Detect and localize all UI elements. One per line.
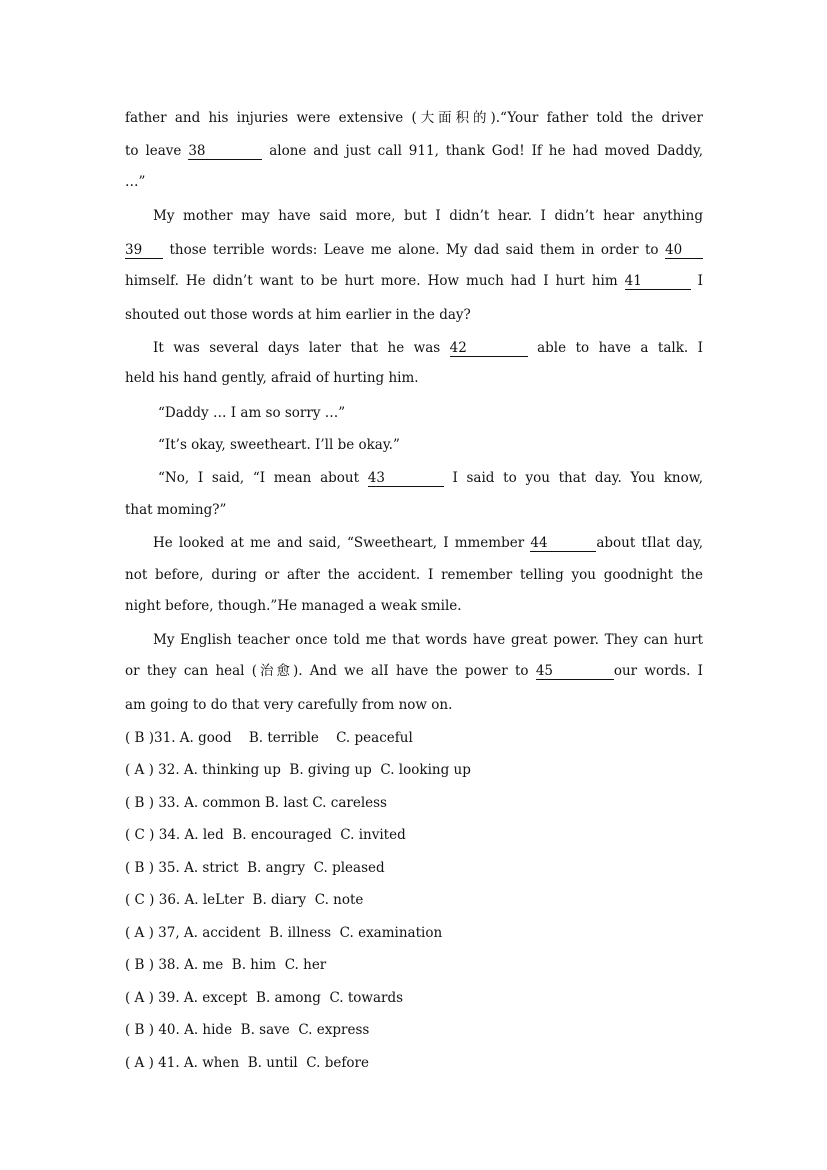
passage-line: It was several days later that he was 42 able to have a talk. I — [153, 340, 703, 356]
passage-line: …” — [125, 174, 146, 190]
blank-38: 38 — [188, 143, 262, 160]
blank-40: 40 — [665, 242, 703, 259]
passage-line: held his hand gently, afraid of hurting him. — [125, 370, 419, 386]
answer-item: ( A ) 37, A. accident B. illness C. examination — [125, 925, 443, 941]
passage-line: shouted out those words at him earlier in the day? — [125, 307, 471, 323]
answer-item: ( B ) 40. A. hide B. save C. express — [125, 1022, 370, 1038]
passage-line: My English teacher once told me that words have great power. They can hurt — [153, 632, 703, 648]
passage-line: himself. He didn’t want to be hurt more. How much had I hurt him 41 I — [125, 273, 704, 289]
passage-line: am going to do that very carefully from now on. — [125, 697, 453, 713]
passage-line: to leave 38 alone and just call 911, thank God! If he had moved Daddy, — [125, 143, 704, 159]
blank-43: 43 — [368, 470, 444, 487]
passage-line: My mother may have said more, but I didn’t hear. I didn’t hear anything — [153, 208, 703, 224]
blank-45: 45 — [536, 663, 614, 680]
answer-item: ( B ) 38. A. me B. him C. her — [125, 957, 327, 973]
answer-item: ( C ) 34. A. led B. encouraged C. invited — [125, 827, 406, 843]
answer-item: ( A ) 32. A. thinking up B. giving up C. looking up — [125, 762, 471, 778]
passage-line: night before, though.”He managed a weak smile. — [125, 598, 462, 614]
passage-line: 39 those terrible words: Leave me alone. My dad said them in order to 40 — [125, 240, 703, 260]
blank-41: 41 — [625, 273, 691, 290]
answer-item: ( B )31. A. good B. terrible C. peaceful — [125, 730, 413, 746]
dialogue-line: that moming?” — [125, 502, 227, 518]
answer-item: ( B ) 35. A. strict B. angry C. pleased — [125, 860, 385, 876]
passage-line: not before, during or after the accident. I remember telling you goodnight the — [125, 567, 703, 583]
dialogue-line: “Daddy … I am so sorry …” — [158, 405, 346, 421]
dialogue-line: “It’s okay, sweetheart. I’ll be okay.” — [158, 437, 400, 453]
passage-line: or they can heal (治愈). And we alI have the power to 45 our words. I — [125, 663, 703, 679]
blank-44: 44 — [530, 535, 596, 552]
blank-39: 39 — [125, 242, 163, 259]
dialogue-line: “No, I said, “I mean about 43 I said to you that day. You know, — [158, 470, 703, 486]
passage-line: He looked at me and said, “Sweetheart, I mmember 44 about tIlat day, — [153, 535, 703, 551]
answer-item: ( B ) 33. A. common B. last C. careless — [125, 795, 387, 811]
answer-item: ( A ) 41. A. when B. until C. before — [125, 1055, 369, 1071]
passage-line: father and his injuries were extensive (大面积的).“Your father told the driver — [125, 110, 703, 126]
answer-item: ( A ) 39. A. except B. among C. towards — [125, 990, 404, 1006]
answer-item: ( C ) 36. A. leLter B. diary C. note — [125, 892, 364, 908]
blank-42: 42 — [450, 340, 528, 357]
